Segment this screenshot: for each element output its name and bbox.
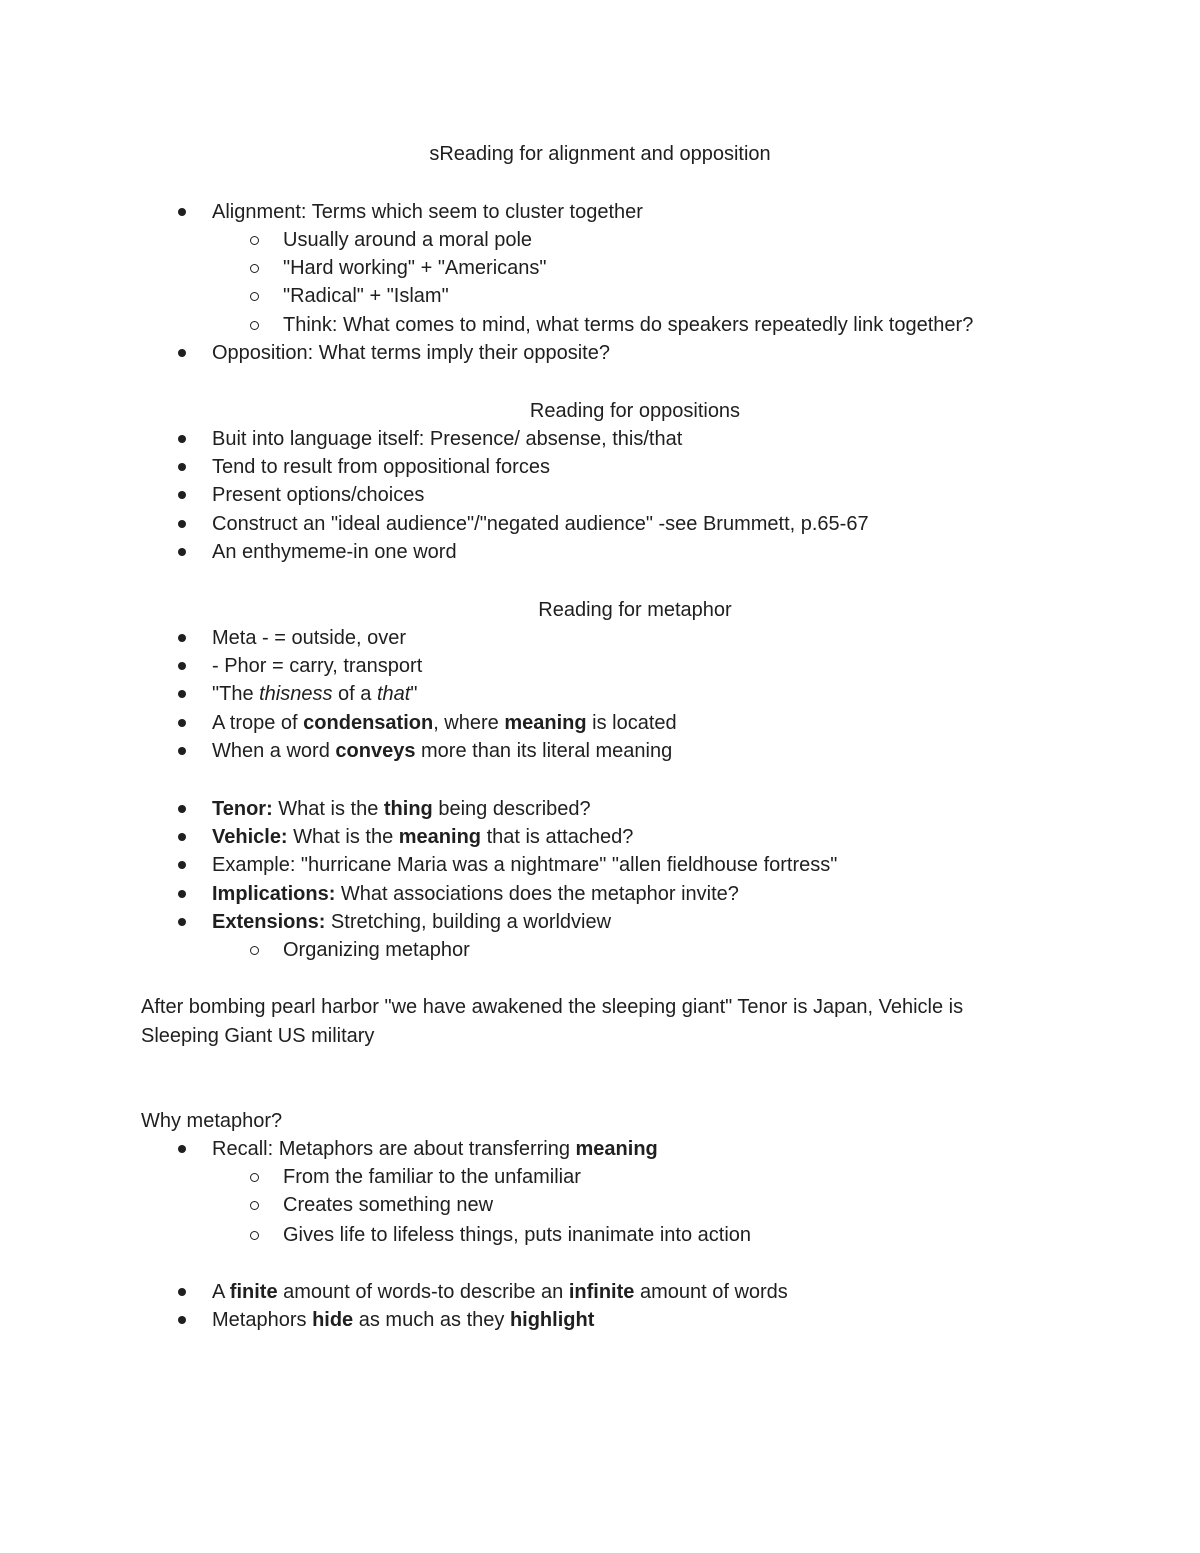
bullet-icon [178, 1288, 186, 1296]
hollow-bullet-icon [250, 292, 259, 301]
hollow-bullet-icon [250, 236, 259, 245]
list-item: Metaphors hide as much as they highlight [212, 1309, 595, 1331]
bullet-icon [178, 463, 186, 471]
bullet-icon [178, 208, 186, 216]
sub-list-item: "Hard working" + "Americans" [283, 257, 547, 279]
bullet-icon [178, 890, 186, 898]
bullet-icon [178, 548, 186, 556]
section-heading: Reading for metaphor [538, 599, 732, 621]
bullet-icon [178, 662, 186, 670]
bullet-icon [178, 861, 186, 869]
list-item: A trope of condensation, where meaning is located [212, 712, 677, 734]
bullet-icon [178, 719, 186, 727]
section-heading: Why metaphor? [141, 1110, 283, 1132]
sub-list-item: From the familiar to the unfamiliar [283, 1166, 581, 1188]
sub-list-item: "Radical" + "Islam" [283, 285, 449, 307]
list-item: Extensions: Stretching, building a worldview [212, 911, 612, 933]
list-item: Alignment: Terms which seem to cluster together [212, 201, 643, 223]
sub-list-item: Creates something new [283, 1194, 494, 1216]
section-heading: Reading for oppositions [529, 400, 741, 422]
hollow-bullet-icon [250, 946, 259, 955]
list-item: Opposition: What terms imply their opposite? [212, 342, 610, 364]
bullet-icon [178, 1145, 186, 1153]
bullet-icon [178, 747, 186, 755]
hollow-bullet-icon [250, 321, 259, 330]
list-item: Implications: What associations does the metaphor invite? [212, 883, 739, 905]
bullet-icon [178, 1316, 186, 1324]
list-item: "The thisness of a that" [212, 683, 418, 705]
bullet-icon [178, 918, 186, 926]
paragraph-line: After bombing pearl harbor "we have awakened the sleeping giant" Tenor is Japan, Vehicle is [141, 996, 964, 1018]
sub-list-item: Organizing metaphor [283, 939, 470, 961]
list-item: - Phor = carry, transport [212, 655, 423, 677]
sub-list-item: Gives life to lifeless things, puts inanimate into action [283, 1224, 752, 1246]
sub-list-item: Think: What comes to mind, what terms do speakers repeatedly link together? [283, 314, 974, 336]
hollow-bullet-icon [250, 264, 259, 273]
bullet-icon [178, 833, 186, 841]
list-item: Vehicle: What is the meaning that is attached? [212, 826, 634, 848]
list-item: Buit into language itself: Presence/ absense, this/that [212, 428, 683, 450]
list-item: Tenor: What is the thing being described? [212, 798, 591, 820]
list-item: Recall: Metaphors are about transferring meaning [212, 1138, 658, 1160]
list-item: Tend to result from oppositional forces [212, 456, 550, 478]
bullet-icon [178, 435, 186, 443]
list-item: When a word conveys more than its literal meaning [212, 740, 673, 762]
bullet-icon [178, 690, 186, 698]
page-title: sReading for alignment and opposition [429, 143, 771, 165]
bullet-icon [178, 634, 186, 642]
bullet-icon [178, 520, 186, 528]
paragraph-line: Sleeping Giant US military [141, 1025, 375, 1047]
list-item: An enthymeme-in one word [212, 541, 457, 563]
list-item: Example: "hurricane Maria was a nightmare" "allen fieldhouse fortress" [212, 854, 838, 876]
sub-list-item: Usually around a moral pole [283, 229, 533, 251]
hollow-bullet-icon [250, 1231, 259, 1240]
hollow-bullet-icon [250, 1201, 259, 1210]
list-item: A finite amount of words-to describe an infinite amount of words [212, 1281, 788, 1303]
hollow-bullet-icon [250, 1173, 259, 1182]
list-item: Construct an "ideal audience"/"negated audience" -see Brummett, p.65-67 [212, 513, 869, 535]
bullet-icon [178, 805, 186, 813]
bullet-icon [178, 349, 186, 357]
list-item: Meta - = outside, over [212, 627, 406, 649]
list-item: Present options/choices [212, 484, 425, 506]
bullet-icon [178, 491, 186, 499]
